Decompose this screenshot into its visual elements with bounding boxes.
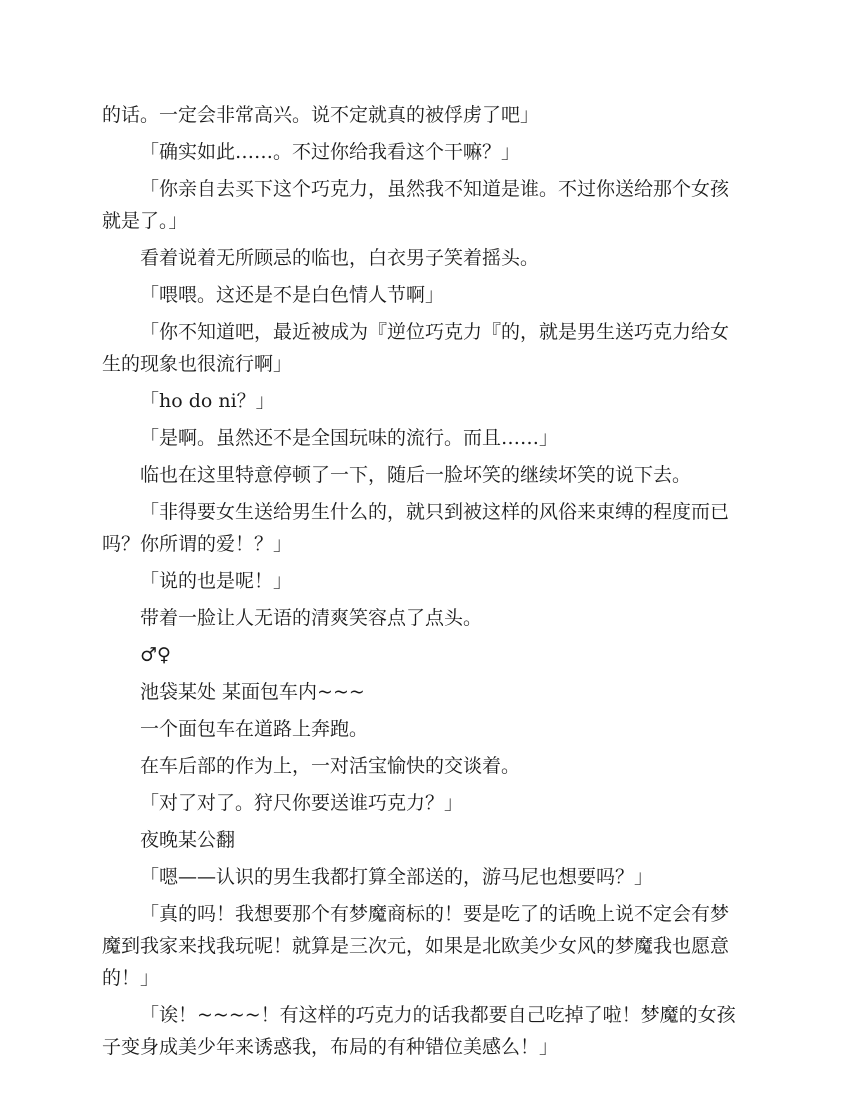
paragraph: 「嗯——认识的男生我都打算全部送的，游马尼也想要吗？」 [140,866,654,888]
paragraph: 一个面包车在道路上奔跑。 [140,718,369,740]
paragraph: 「说的也是呢！」 [140,570,293,592]
paragraph: 的话。一定会非常高兴。说不定就真的被俘虏了吧」 [102,104,540,126]
paragraph: 临也在这里特意停顿了一下，随后一脸坏笑的继续坏笑的说下去。 [140,464,692,486]
paragraph: 池袋某处 某面包车内~~~ [140,681,365,703]
paragraph: 「ho do ni？」 [140,390,275,412]
paragraph: 「真的吗！我想要那个有梦魔商标的！要是吃了的话晚上说不定会有梦魔到我家来找我玩呢！就算是三次元，如果是北欧美少女风的梦魔我也愿意的！」 [102,903,730,989]
paragraph: 「诶！~~~~！有这样的巧克力的话我都要自己吃掉了啦！梦魔的女孩子变身成美少年来诱惑我，布局的有种错位美感么！」 [102,1004,736,1058]
paragraph: 「非得要女生送给男生什么的，就只到被这样的风俗来束缚的程度而已吗？你所谓的爱！？」 [102,501,730,555]
paragraph: 夜晚某公翻 [140,829,236,851]
paragraph: 「喂喂。这还是不是白色情人节啊」 [140,284,445,306]
paragraph: 在车后部的作为上，一对活宝愉快的交谈着。 [140,755,521,777]
paragraph: 「你不知道吧，最近被成为『逆位巧克力『的，就是男生送巧克力给女生的现象也很流行啊」 [102,321,730,375]
document-body [102,99,747,1068]
paragraph: 「是啊。虽然还不是全国玩味的流行。而且……」 [140,427,559,449]
paragraph: 看着说着无所顾忌的临也，白衣男子笑着摇头。 [140,247,540,269]
scene-break: ♂♀ [140,644,171,666]
paragraph: 带着一脸让人无语的清爽笑容点了点头。 [140,607,483,629]
paragraph: 「你亲自去买下这个巧克力，虽然我不知道是谁。不过你送给那个女孩就是了。」 [102,178,730,232]
paragraph: 「对了对了。狩尺你要送谁巧克力？」 [140,792,464,814]
paragraph: 「确实如此……。不过你给我看这个干嘛？」 [140,141,521,163]
